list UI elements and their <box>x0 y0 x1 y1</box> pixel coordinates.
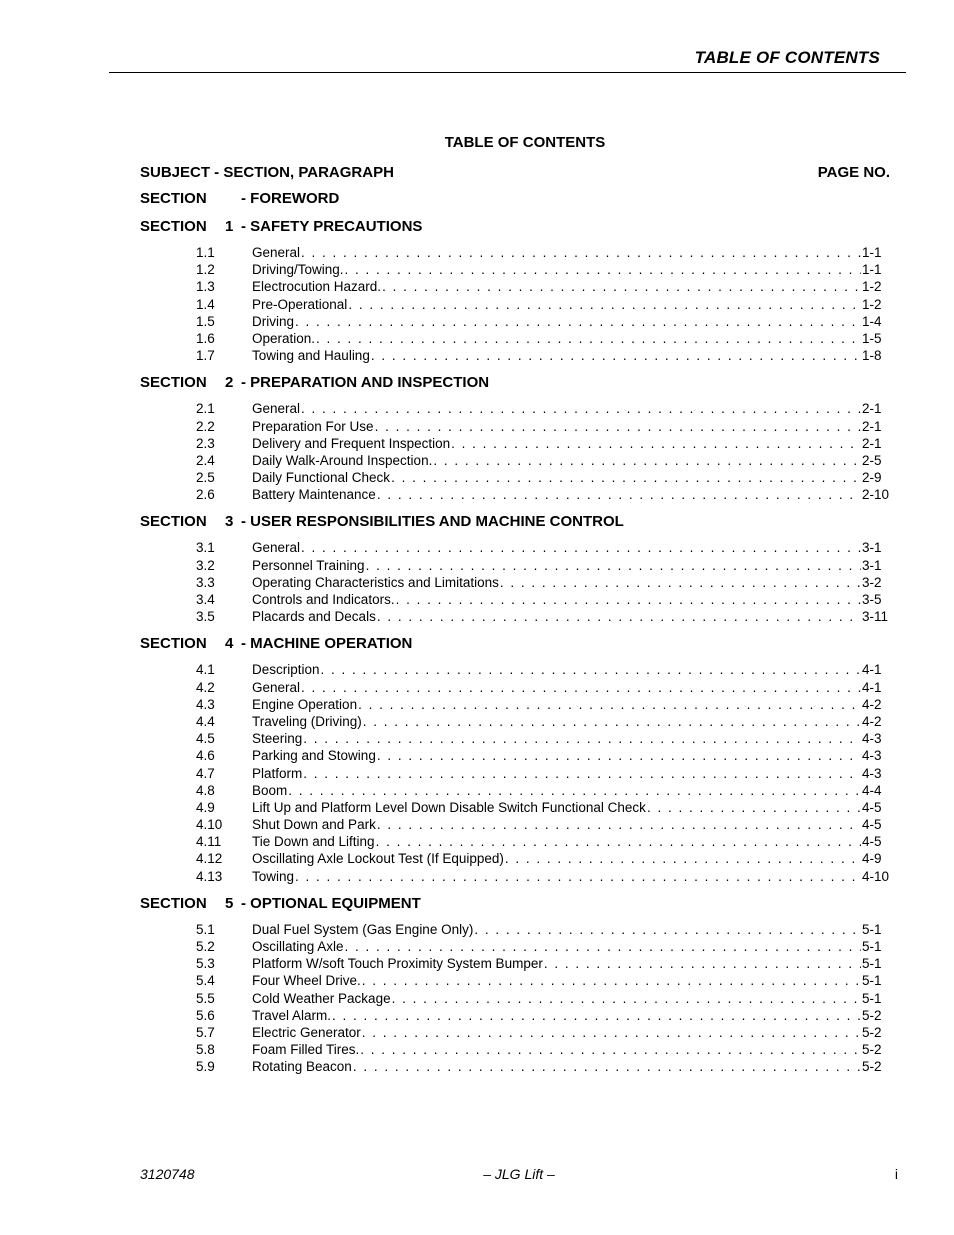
entry-title: Four Wheel Drive. <box>252 973 361 989</box>
document-number: 3120748 <box>140 1166 195 1182</box>
entry-page: 2-10 <box>862 487 890 503</box>
dot-leader <box>348 296 861 313</box>
dot-leader <box>371 347 861 364</box>
entry-title: Placards and Decals <box>252 609 376 625</box>
entry-title: Foam Filled Tires. <box>252 1042 360 1058</box>
entry-title: Preparation For Use <box>252 418 374 434</box>
toc-entry[interactable] <box>140 574 890 591</box>
entry-page: 4-4 <box>862 782 882 798</box>
entry-title: Personnel Training <box>252 557 365 573</box>
entry-title: Towing and Hauling <box>252 348 370 364</box>
section-number: 1 <box>225 218 234 235</box>
section-entries <box>140 535 890 625</box>
dot-leader <box>377 747 861 764</box>
entry-title: Daily Functional Check <box>252 470 391 486</box>
toc-title: TABLE OF CONTENTS <box>444 134 606 151</box>
toc-entry[interactable] <box>140 679 890 696</box>
dot-leader <box>316 330 861 347</box>
toc-entry[interactable] <box>140 661 890 678</box>
entry-title: Platform <box>252 765 303 781</box>
entry-title: Daily Walk-Around Inspection. <box>252 452 433 468</box>
toc-entry[interactable] <box>140 244 890 261</box>
paragraph-number: 1.4 <box>196 296 215 312</box>
dot-leader <box>303 765 861 782</box>
toc-entry[interactable] <box>140 400 890 417</box>
dot-leader <box>377 608 861 625</box>
dot-leader <box>382 278 861 295</box>
dot-leader <box>301 539 861 556</box>
paragraph-number: 4.11 <box>196 834 222 850</box>
section-title: - PREPARATION AND INSPECTION <box>241 374 490 392</box>
entry-page: 4-3 <box>862 765 882 781</box>
paragraph-number: 2.2 <box>196 418 215 434</box>
entry-title: Steering <box>252 731 303 747</box>
entry-page: 3-5 <box>862 592 882 607</box>
toc-entry[interactable] <box>140 1007 890 1024</box>
section-heading[interactable] <box>140 629 890 657</box>
dot-leader <box>295 313 861 330</box>
paragraph-number: 3.2 <box>196 557 215 573</box>
entry-title: Driving/Towing. <box>252 262 344 278</box>
toc-entry[interactable] <box>140 782 890 799</box>
paragraph-number: 1.2 <box>196 262 215 278</box>
toc-entry[interactable] <box>140 539 890 556</box>
entry-page: 1-8 <box>862 348 882 364</box>
entry-title: Pre-Operational <box>252 296 348 312</box>
paragraph-number: 5.5 <box>196 990 215 1006</box>
paragraph-number: 5.8 <box>196 1042 215 1058</box>
entry-page: 2-1 <box>862 435 882 451</box>
toc-entry[interactable] <box>140 990 890 1007</box>
toc-sections <box>140 184 890 1076</box>
paragraph-number: 3.1 <box>196 540 215 556</box>
dot-leader <box>377 486 861 503</box>
entry-title: Operating Characteristics and Limitations <box>252 574 499 590</box>
entry-title: Operation. <box>252 330 316 346</box>
paragraph-number: 2.3 <box>196 435 215 451</box>
entry-title: Oscillating Axle <box>252 939 344 954</box>
dot-leader <box>295 868 861 885</box>
paragraph-number: 4.1 <box>196 662 215 678</box>
entry-page: 4-9 <box>862 851 882 867</box>
dot-leader <box>392 990 861 1007</box>
dot-leader <box>474 921 861 938</box>
paragraph-number: 2.1 <box>196 401 215 417</box>
section-word: SECTION <box>140 635 207 653</box>
paragraph-number: 4.4 <box>196 713 215 729</box>
entry-page: 4-2 <box>862 713 882 729</box>
paragraph-number: 5.9 <box>196 1059 215 1075</box>
section-number <box>225 184 241 212</box>
section-entries <box>140 396 890 503</box>
entry-page: 5-1 <box>862 921 882 937</box>
entry-page: 1-4 <box>862 313 882 329</box>
dot-leader <box>451 435 861 452</box>
entry-page: 5-2 <box>862 1007 882 1023</box>
paragraph-number: 5.7 <box>196 1024 215 1040</box>
section-word: SECTION <box>140 894 207 912</box>
dot-leader <box>505 850 861 867</box>
paragraph-number: 2.4 <box>196 452 215 468</box>
section-title: - OPTIONAL EQUIPMENT <box>241 894 421 912</box>
toc-entry[interactable] <box>140 1024 890 1041</box>
entry-page: 5-1 <box>862 973 882 989</box>
header-rule <box>109 72 906 73</box>
dot-leader <box>391 469 861 486</box>
dot-leader <box>303 730 861 747</box>
section-word: SECTION <box>140 513 207 531</box>
toc-entry[interactable] <box>140 418 890 435</box>
paragraph-number: 3.4 <box>196 592 215 607</box>
toc-entry[interactable] <box>140 747 890 764</box>
entry-page: 4-5 <box>862 834 882 850</box>
paragraph-number: 3.5 <box>196 609 215 625</box>
paragraph-number: 4.3 <box>196 696 215 712</box>
toc-entry[interactable] <box>140 486 890 503</box>
footer-brand: – JLG Lift – <box>483 1166 555 1182</box>
paragraph-number: 2.6 <box>196 487 215 503</box>
entry-title: Oscillating Axle Lockout Test (If Equipped) <box>252 851 504 867</box>
paragraph-number: 1.5 <box>196 313 215 329</box>
entry-title: Traveling (Driving) <box>252 713 362 729</box>
paragraph-number: 3.3 <box>196 574 215 590</box>
paragraph-number: 4.2 <box>196 679 215 695</box>
dot-leader <box>301 244 861 261</box>
dot-leader <box>500 574 861 591</box>
dot-leader <box>377 816 861 833</box>
section-title: - USER RESPONSIBILITIES AND MACHINE CONTROL <box>241 513 624 531</box>
entry-page: 1-5 <box>862 330 882 346</box>
section-entries <box>140 240 890 364</box>
section-heading[interactable] <box>140 507 890 535</box>
toc-entry[interactable] <box>140 868 890 885</box>
paragraph-number: 1.1 <box>196 245 215 260</box>
dot-leader <box>366 557 861 574</box>
dot-leader <box>362 1024 861 1041</box>
toc-entry[interactable] <box>140 591 890 608</box>
toc-entry[interactable] <box>140 765 890 782</box>
toc-entry[interactable] <box>140 296 890 313</box>
section-entries <box>140 657 890 884</box>
entry-page: 2-1 <box>862 418 882 434</box>
entry-page: 2-1 <box>862 401 882 417</box>
entry-page: 4-1 <box>862 662 882 678</box>
paragraph-number: 2.5 <box>196 470 215 486</box>
section-heading[interactable] <box>140 368 890 396</box>
entry-page: 4-5 <box>862 817 882 833</box>
column-headers <box>140 158 890 184</box>
entry-page: 4-2 <box>862 696 882 712</box>
entry-page: 1-1 <box>862 262 882 278</box>
section-number: 2 <box>225 374 234 392</box>
toc-entry[interactable] <box>140 261 890 278</box>
section-heading[interactable] <box>140 212 890 240</box>
toc-entry[interactable] <box>140 435 890 452</box>
entry-page: 1-2 <box>862 279 882 295</box>
toc-entry[interactable] <box>140 1041 890 1058</box>
paragraph-number: 4.5 <box>196 731 215 747</box>
entry-title: Lift Up and Platform Level Down Disable Switch Functional Check <box>252 799 646 815</box>
toc-entry[interactable] <box>140 347 890 364</box>
entry-page: 5-1 <box>862 939 882 954</box>
section-word: SECTION <box>140 374 207 392</box>
toc-entry[interactable] <box>140 713 890 730</box>
dot-leader <box>433 452 861 469</box>
section-title: - SAFETY PRECAUTIONS <box>241 218 423 235</box>
section-entries <box>140 917 890 1076</box>
paragraph-number: 5.1 <box>196 921 215 937</box>
section-heading[interactable] <box>140 184 890 212</box>
paragraph-number: 4.10 <box>196 817 223 833</box>
entry-page: 4-3 <box>862 748 882 764</box>
entry-title: Dual Fuel System (Gas Engine Only) <box>252 921 474 937</box>
toc-entry[interactable] <box>140 799 890 816</box>
paragraph-number: 5.2 <box>196 939 215 954</box>
entry-title: Boom <box>252 782 288 798</box>
entry-page: 2-9 <box>862 470 882 486</box>
entry-page: 4-3 <box>862 731 882 747</box>
toc-entry[interactable] <box>140 313 890 330</box>
section-heading[interactable] <box>140 889 890 917</box>
page-number: i <box>894 1166 898 1182</box>
entry-page: 5-1 <box>862 956 882 972</box>
entry-page: 3-2 <box>862 574 882 590</box>
entry-title: Towing <box>252 868 295 884</box>
dot-leader <box>544 955 861 972</box>
entry-title: General <box>252 540 301 556</box>
dot-leader <box>288 782 861 799</box>
entry-title: Engine Operation <box>252 696 358 712</box>
section-title: - MACHINE OPERATION <box>241 635 413 653</box>
toc-entry[interactable] <box>140 330 890 347</box>
entry-page: 5-2 <box>862 1059 882 1075</box>
dot-leader <box>358 696 861 713</box>
toc-entry[interactable] <box>140 850 890 867</box>
toc-entry[interactable] <box>140 816 890 833</box>
entry-title: Battery Maintenance <box>252 487 376 503</box>
entry-page: 2-5 <box>862 452 882 468</box>
dot-leader <box>376 833 861 850</box>
dot-leader <box>353 1058 861 1075</box>
paragraph-number: 1.6 <box>196 330 215 346</box>
toc-entry[interactable] <box>140 469 890 486</box>
entry-page: 4-10 <box>862 868 890 884</box>
dot-leader <box>396 591 861 608</box>
section-number: 4 <box>225 635 234 653</box>
entry-page: 1-1 <box>862 245 882 260</box>
paragraph-number: 4.7 <box>196 765 215 781</box>
entry-title: Platform W/soft Touch Proximity System Bumper <box>252 956 543 972</box>
paragraph-number: 1.3 <box>196 279 215 295</box>
dot-leader <box>647 799 861 816</box>
entry-page: 4-5 <box>862 799 882 815</box>
toc-entry[interactable] <box>140 730 890 747</box>
section-word: SECTION <box>140 190 207 207</box>
entry-title: Electric Generator <box>252 1024 361 1040</box>
toc-entry[interactable] <box>140 972 890 989</box>
dot-leader <box>362 972 861 989</box>
entry-title: General <box>252 679 301 695</box>
dot-leader <box>321 661 861 678</box>
paragraph-number: 4.8 <box>196 782 215 798</box>
entry-page: 5-1 <box>862 990 882 1006</box>
entry-page: 3-11 <box>862 609 889 625</box>
paragraph-number: 4.13 <box>196 868 223 884</box>
dot-leader <box>345 938 861 955</box>
paragraph-number: 5.6 <box>196 1007 215 1023</box>
entry-title: Cold Weather Package <box>252 990 391 1006</box>
dot-leader <box>360 1041 861 1058</box>
toc-entry[interactable] <box>140 278 890 295</box>
entry-title: Shut Down and Park <box>252 817 376 833</box>
entry-title: Controls and Indicators. <box>252 592 395 607</box>
toc-entry[interactable] <box>140 938 890 955</box>
dot-leader <box>301 679 861 696</box>
entry-title: General <box>252 401 301 417</box>
section-title: - FOREWORD <box>241 190 340 207</box>
dot-leader <box>375 418 861 435</box>
subject-column-label: SUBJECT - SECTION, PARAGRAPH <box>140 164 394 181</box>
section-number: 3 <box>225 513 234 531</box>
paragraph-number: 4.9 <box>196 799 215 815</box>
dot-leader <box>363 713 861 730</box>
entry-page: 5-2 <box>862 1024 882 1040</box>
toc-entry[interactable] <box>140 921 890 938</box>
entry-title: Description <box>252 662 320 678</box>
dot-leader <box>332 1007 861 1024</box>
entry-title: Driving <box>252 313 295 329</box>
dot-leader <box>301 400 861 417</box>
toc-entry[interactable] <box>140 557 890 574</box>
toc-entry[interactable] <box>140 696 890 713</box>
paragraph-number: 1.7 <box>196 348 215 364</box>
entry-title: Electrocution Hazard. <box>252 279 382 295</box>
paragraph-number: 4.6 <box>196 748 215 764</box>
entry-page: 5-2 <box>862 1042 882 1058</box>
entry-title: Rotating Beacon <box>252 1059 352 1075</box>
paragraph-number: 5.3 <box>196 956 215 972</box>
dot-leader <box>345 261 861 278</box>
entry-page: 4-1 <box>862 679 882 695</box>
entry-title: Tie Down and Lifting <box>252 834 375 850</box>
entry-page: 3-1 <box>862 557 882 573</box>
page-column-label: PAGE NO. <box>817 164 890 181</box>
toc-entry[interactable] <box>140 955 890 972</box>
entry-page: 1-2 <box>862 296 882 312</box>
toc-entry[interactable] <box>140 452 890 469</box>
toc-entry[interactable] <box>140 608 890 625</box>
paragraph-number: 5.4 <box>196 973 215 989</box>
entry-title: General <box>252 245 301 260</box>
running-header-title: TABLE OF CONTENTS <box>694 48 880 67</box>
entry-title: Delivery and Frequent Inspection <box>252 435 451 451</box>
entry-title: Parking and Stowing <box>252 748 376 764</box>
paragraph-number: 4.12 <box>196 851 223 867</box>
section-word: SECTION <box>140 218 207 235</box>
entry-page: 3-1 <box>862 540 882 556</box>
toc-content <box>140 132 890 1080</box>
section-number: 5 <box>225 894 234 912</box>
toc-entry[interactable] <box>140 833 890 850</box>
entry-title: Travel Alarm. <box>252 1007 332 1023</box>
toc-entry[interactable] <box>140 1058 890 1075</box>
